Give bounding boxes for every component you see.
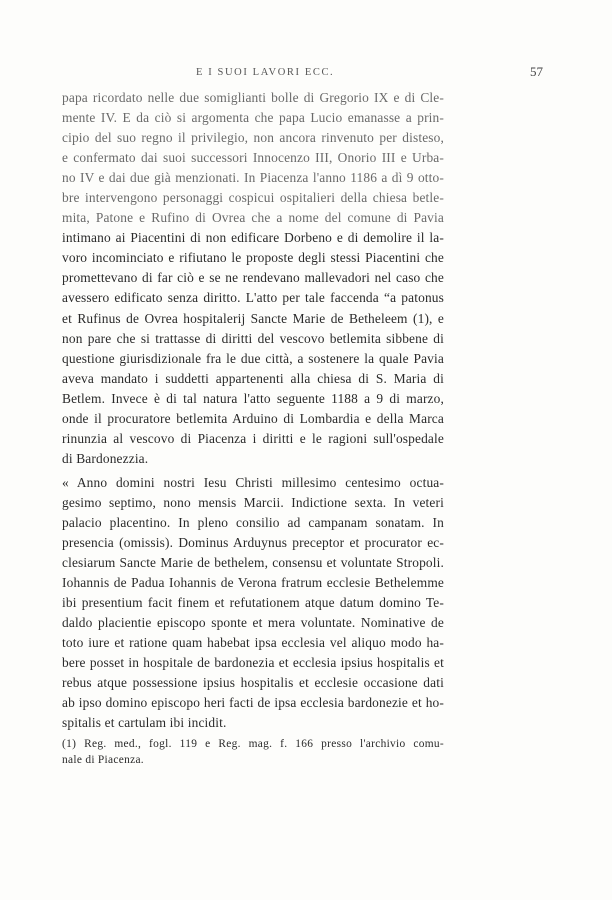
text-line: rinunzia al vescovo di Piacenza i diritti e le ragioni sull'ospedale: [62, 430, 444, 446]
quote-line: ab ipso domino episcopo heri facti de ipsa ecclesia bardonezie et ho-: [62, 695, 444, 711]
text-line: questione giurisdizionale fra le due città, a sostenere la quale Pavia: [62, 350, 444, 366]
footnotes: [62, 736, 444, 768]
footnote-line: nale di Piacenza.: [62, 754, 144, 766]
quote-line: presencia (omissis). Dominus Arduynus preceptor et procurator ec-: [62, 535, 444, 551]
quote-line: daldo placientie episcopo sponte et mera voluntate. Nominative de: [62, 615, 444, 631]
quote-line: Iohannis de Padua Iohannis de Verona fratrum ecclesie Bethelemme: [62, 575, 444, 591]
text-line: intimano ai Piacentini di non edificare Dorbeno e di demolire il la-: [62, 230, 444, 246]
text-line: cipio del suo regno il privilegio, non ancora rinvenuto per disteso,: [62, 130, 444, 146]
quote-line: clesiarum Sancte Marie de bethelem, consensu et voluntate Stropoli.: [62, 555, 444, 571]
quote-line: toto iure et ratione quam habebat ipsa ecclesia vel aliquo modo ha-: [62, 635, 444, 651]
quote-line: spitalis et cartulam ibi incidit.: [62, 715, 227, 731]
quote-line: rebus atque possessione ipsius hospitalis et ecclesie occasione dati: [62, 675, 444, 691]
text-line: voro incominciato e rifiutano le proposte degli stessi Piacentini che: [62, 250, 444, 266]
text-line: mita, Patone e Rufino di Ovrea che a nome del comune di Pavia: [62, 210, 444, 226]
text-line: promettevano di far ciò e se ne rendevano mallevadori nel caso che: [62, 270, 444, 286]
text-line: onde il procuratore betlemita Arduino di Lombardia e della Marca: [62, 410, 444, 426]
text-line: no IV e dai due già menzionati. In Piacenza l'anno 1186 a dì 9 otto-: [62, 170, 444, 186]
quote-line: gesimo septimo, nono mensis Marcii. Indictione sexta. In veteri: [62, 494, 444, 510]
text-line: papa ricordato nelle due somiglianti bolle di Gregorio IX e di Cle-: [62, 90, 444, 105]
text-line: bre intervengono personaggi cospicui ospitalieri della chiesa betle-: [62, 190, 444, 206]
quote-line: palacio placentino. In pleno consilio ad campanam sonatam. In: [62, 514, 444, 530]
footnote-line: (1) Reg. med., fogl. 119 e Reg. mag. f. 166 presso l'archivio comu-: [62, 738, 444, 750]
running-title: E I SUOI LAVORI ECC.: [196, 67, 335, 78]
text-line: Betlem. Invece è di tal natura l'atto seguente 1188 a 9 di marzo,: [62, 390, 444, 406]
text-line: di Bardonezzia.: [62, 450, 149, 466]
quote-line: ibi presentium facit finem et refutationem atque datum domino Te-: [62, 595, 444, 611]
text-line: non pare che si trattasse di diritti del vescovo betlemita sibbene di: [62, 330, 444, 346]
text-line: et Rufinus de Ovrea hospitalerij Sancte Marie de Betheleem (1), e: [62, 310, 444, 326]
quote-line: « Anno domini nostri Iesu Christi millesimo centesimo octua-: [62, 474, 444, 490]
text-line: aveva mandato i suddetti appartenenti alla chiesa di S. Maria di: [62, 370, 444, 386]
text-line: e confermato dai suoi successori Innocenzo III, Onorio III e Urba-: [62, 150, 444, 166]
text-line: avessero edificato senza diritto. L'atto per tale faccenda “a patonus: [62, 290, 444, 306]
text-line: mente IV. E da ciò si argomenta che papa Lucio emanasse a prin-: [62, 110, 444, 126]
main-text: [62, 88, 444, 734]
quote-line: bere posset in hospitale de bardonezia et ecclesia ipsius hospitalis et: [62, 655, 444, 671]
page-number: 57: [530, 64, 543, 79]
